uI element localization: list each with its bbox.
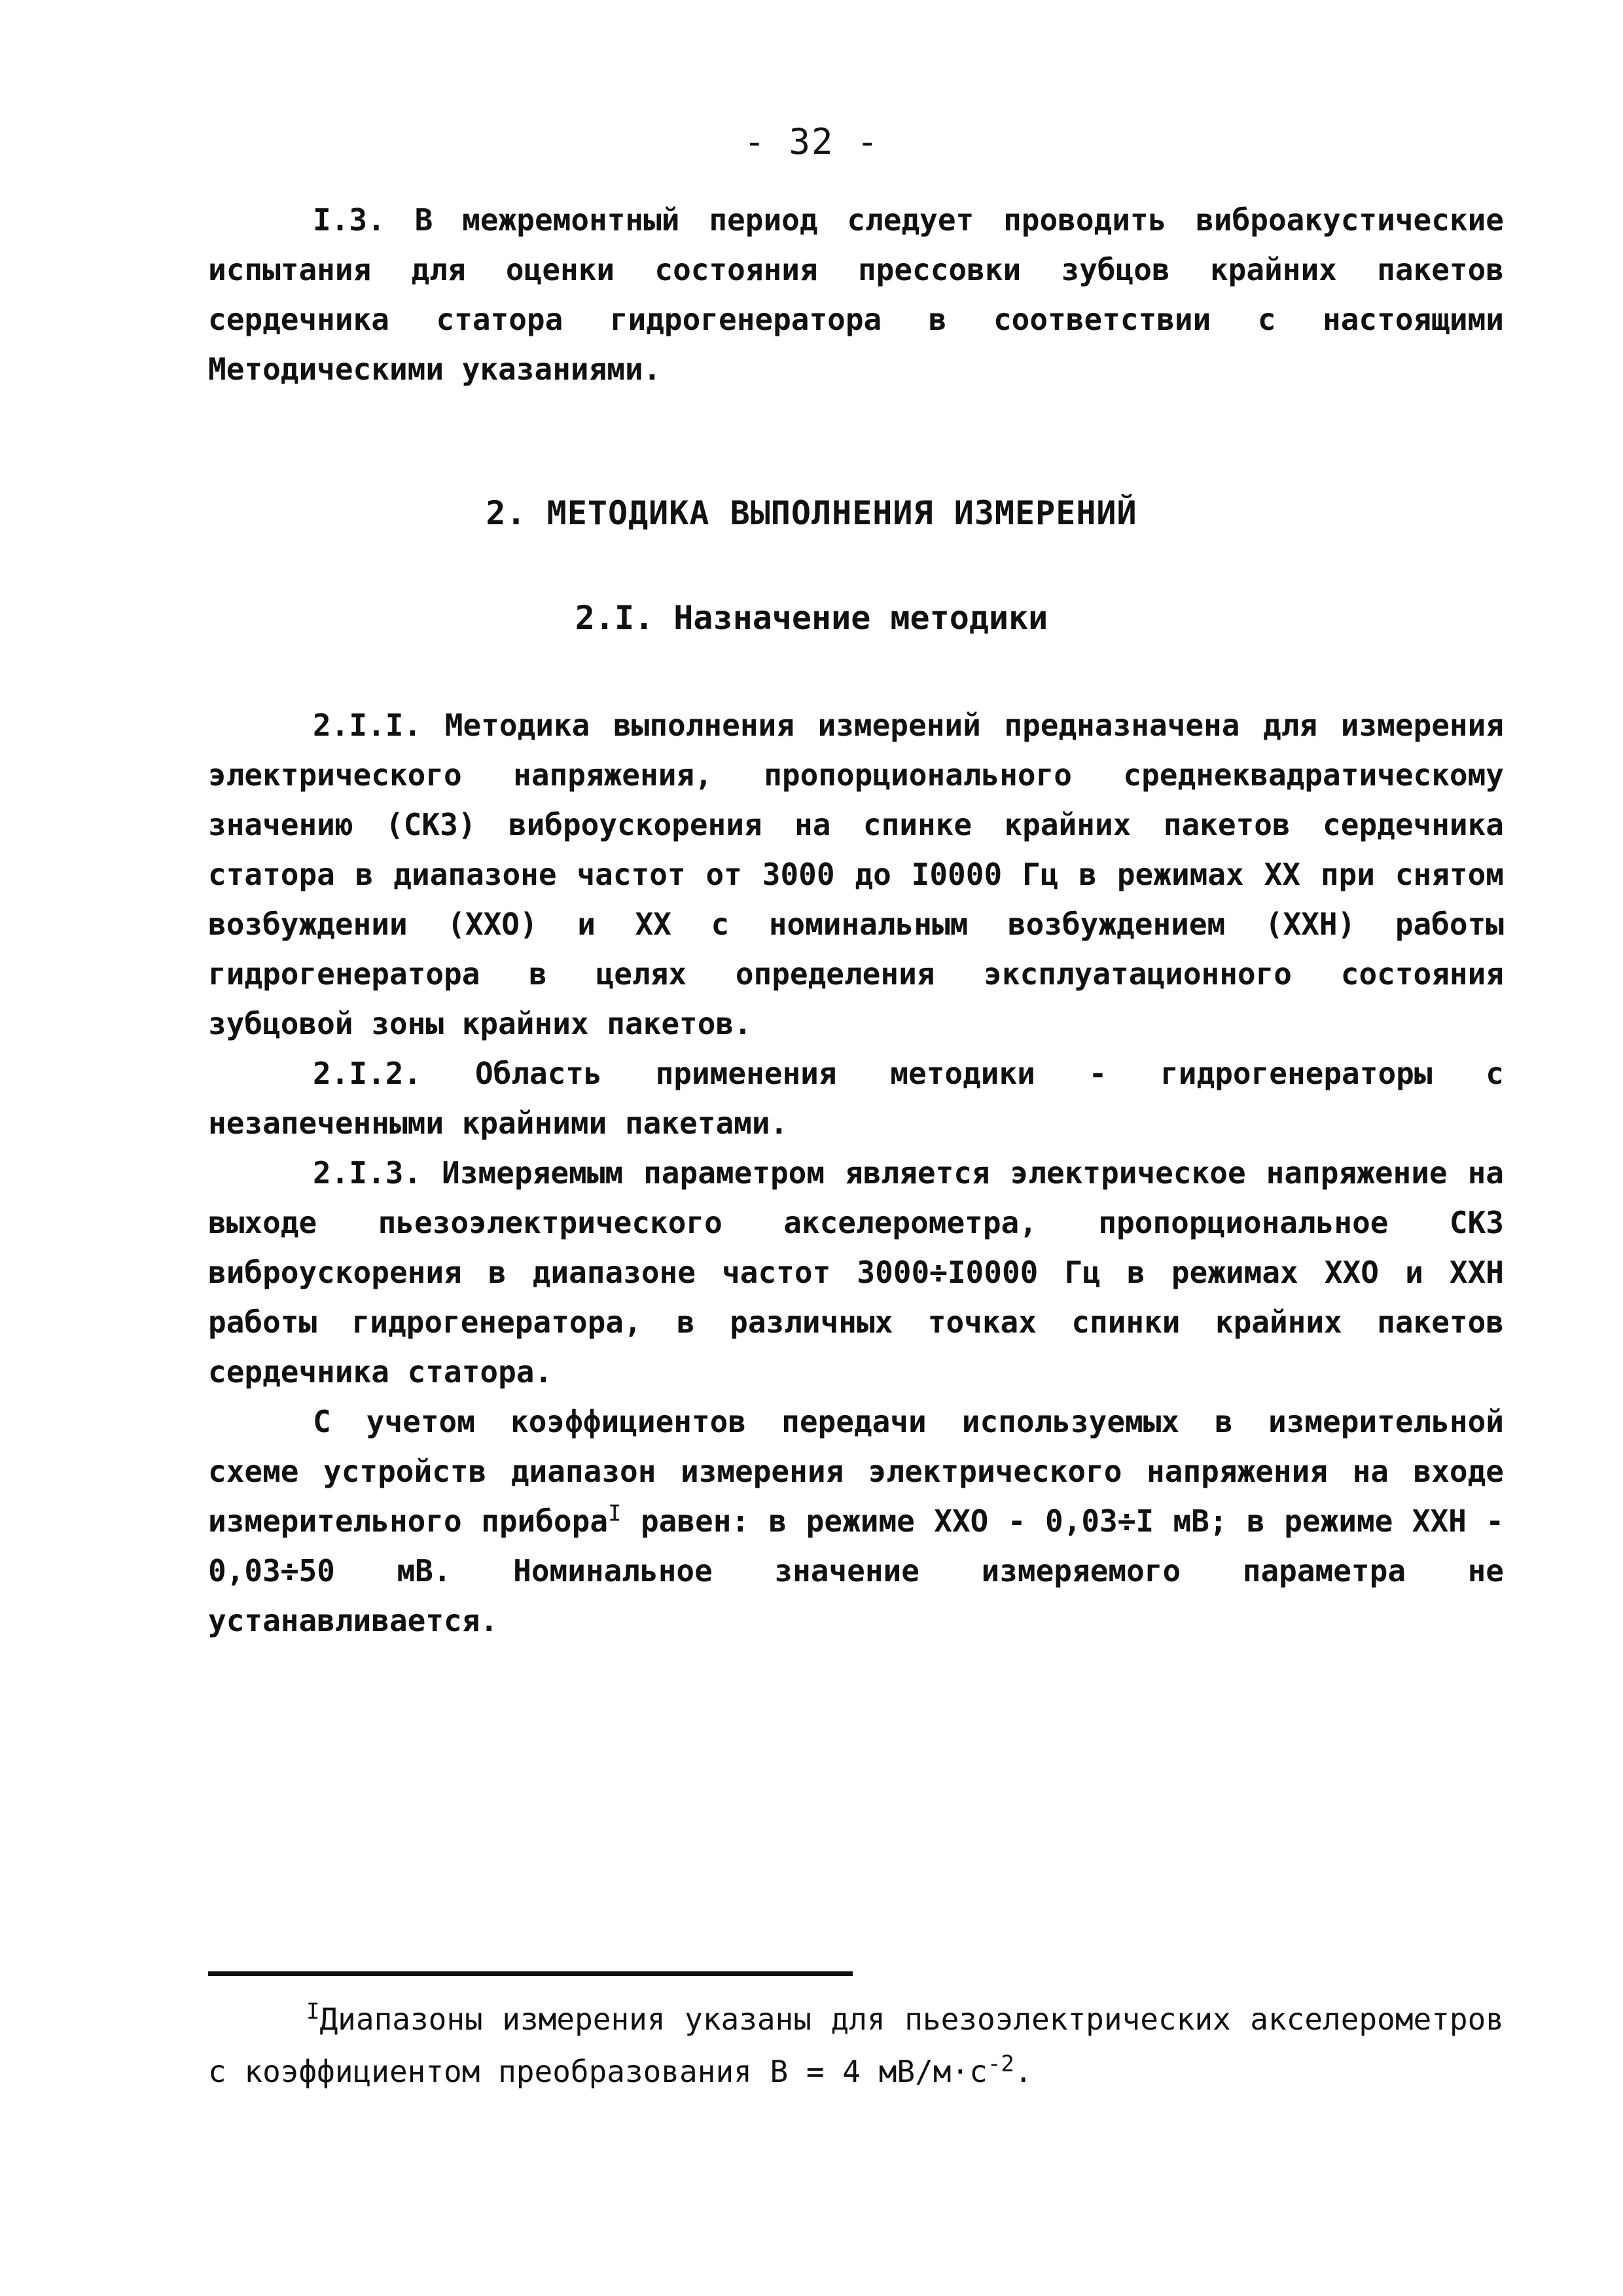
footnote-text-end: . <box>1014 2054 1033 2089</box>
footnote-text-main: Диапазоны измерения указаны для пьезоэлектрических акселерометров с коэффициентом преобразования В = 4 мВ/м·с <box>208 2001 1504 2089</box>
footnote-reference-mark: I <box>608 1500 622 1527</box>
section-body <box>208 700 1504 1645</box>
section-title: 2. МЕТОДИКА ВЫПОЛНЕНИЯ ИЗМЕРЕНИЙ <box>486 494 1137 532</box>
paragraph-ranges-text-end: равен: в режиме ХХО - 0,03÷I мВ; в режиме ХХН - 0,03÷50 мВ. Номинальное значение измеряемого параметра не устанавливается. <box>208 1503 1505 1638</box>
paragraph-ranges-text-start: С учетом коэффициентов передачи используемых в измерительной схеме устройств диапазон измерения электрического напряжения на входе измерительного прибора <box>208 1404 1504 1539</box>
paragraph-ranges <box>208 1397 1504 1645</box>
paragraph-2-1-3: 2.I.3. Измеряемым параметром является электрическое напряжение на выходе пьезоэлектрического акселерометра, пропорциональное СКЗ виброускорения в диапазоне частот 3000÷I0000 Гц в режимах ХХО и ХХН работы гидрогенератора, в различных точках спинки крайних пакетов сердечника статора. <box>208 1155 1504 1390</box>
footnote-divider <box>208 1971 853 1976</box>
footnote-text <box>208 1993 1504 2098</box>
footnote-mark: I <box>306 1998 320 2025</box>
footnote-exponent: -2 <box>987 2051 1014 2077</box>
paragraph-2-1-2: 2.I.2. Область применения методики - гидрогенераторы с незапеченными крайними пакетами. <box>208 1056 1504 1141</box>
subsection-title: 2.I. Назначение методики <box>575 599 1048 637</box>
footnote <box>208 1993 1504 2098</box>
intro-block <box>208 195 1504 394</box>
page-number: - 32 - <box>743 121 880 162</box>
paragraph-1-3: I.3. В межремонтный период следует проводить виброакустические испытания для оценки состояния прессовки зубцов крайних пакетов сердечника статора гидрогенератора в соответствии с настоящими Методическими указаниями. <box>208 202 1504 387</box>
paragraph-2-1-1: 2.I.I. Методика выполнения измерений предназначена для измерения электрического напряжения, пропорционального среднеквадратическому значению (СКЗ) виброускорения на спинке крайних пакетов сердечника статора в диапазоне частот от 3000 до I0000 Гц в режимах ХХ при снятом возбуждении (ХХО) и ХХ с номинальным возбуждением (ХХН) работы гидрогенератора в целях определения эксплуатационного состояния зубцовой зоны крайних пакетов. <box>208 708 1504 1041</box>
